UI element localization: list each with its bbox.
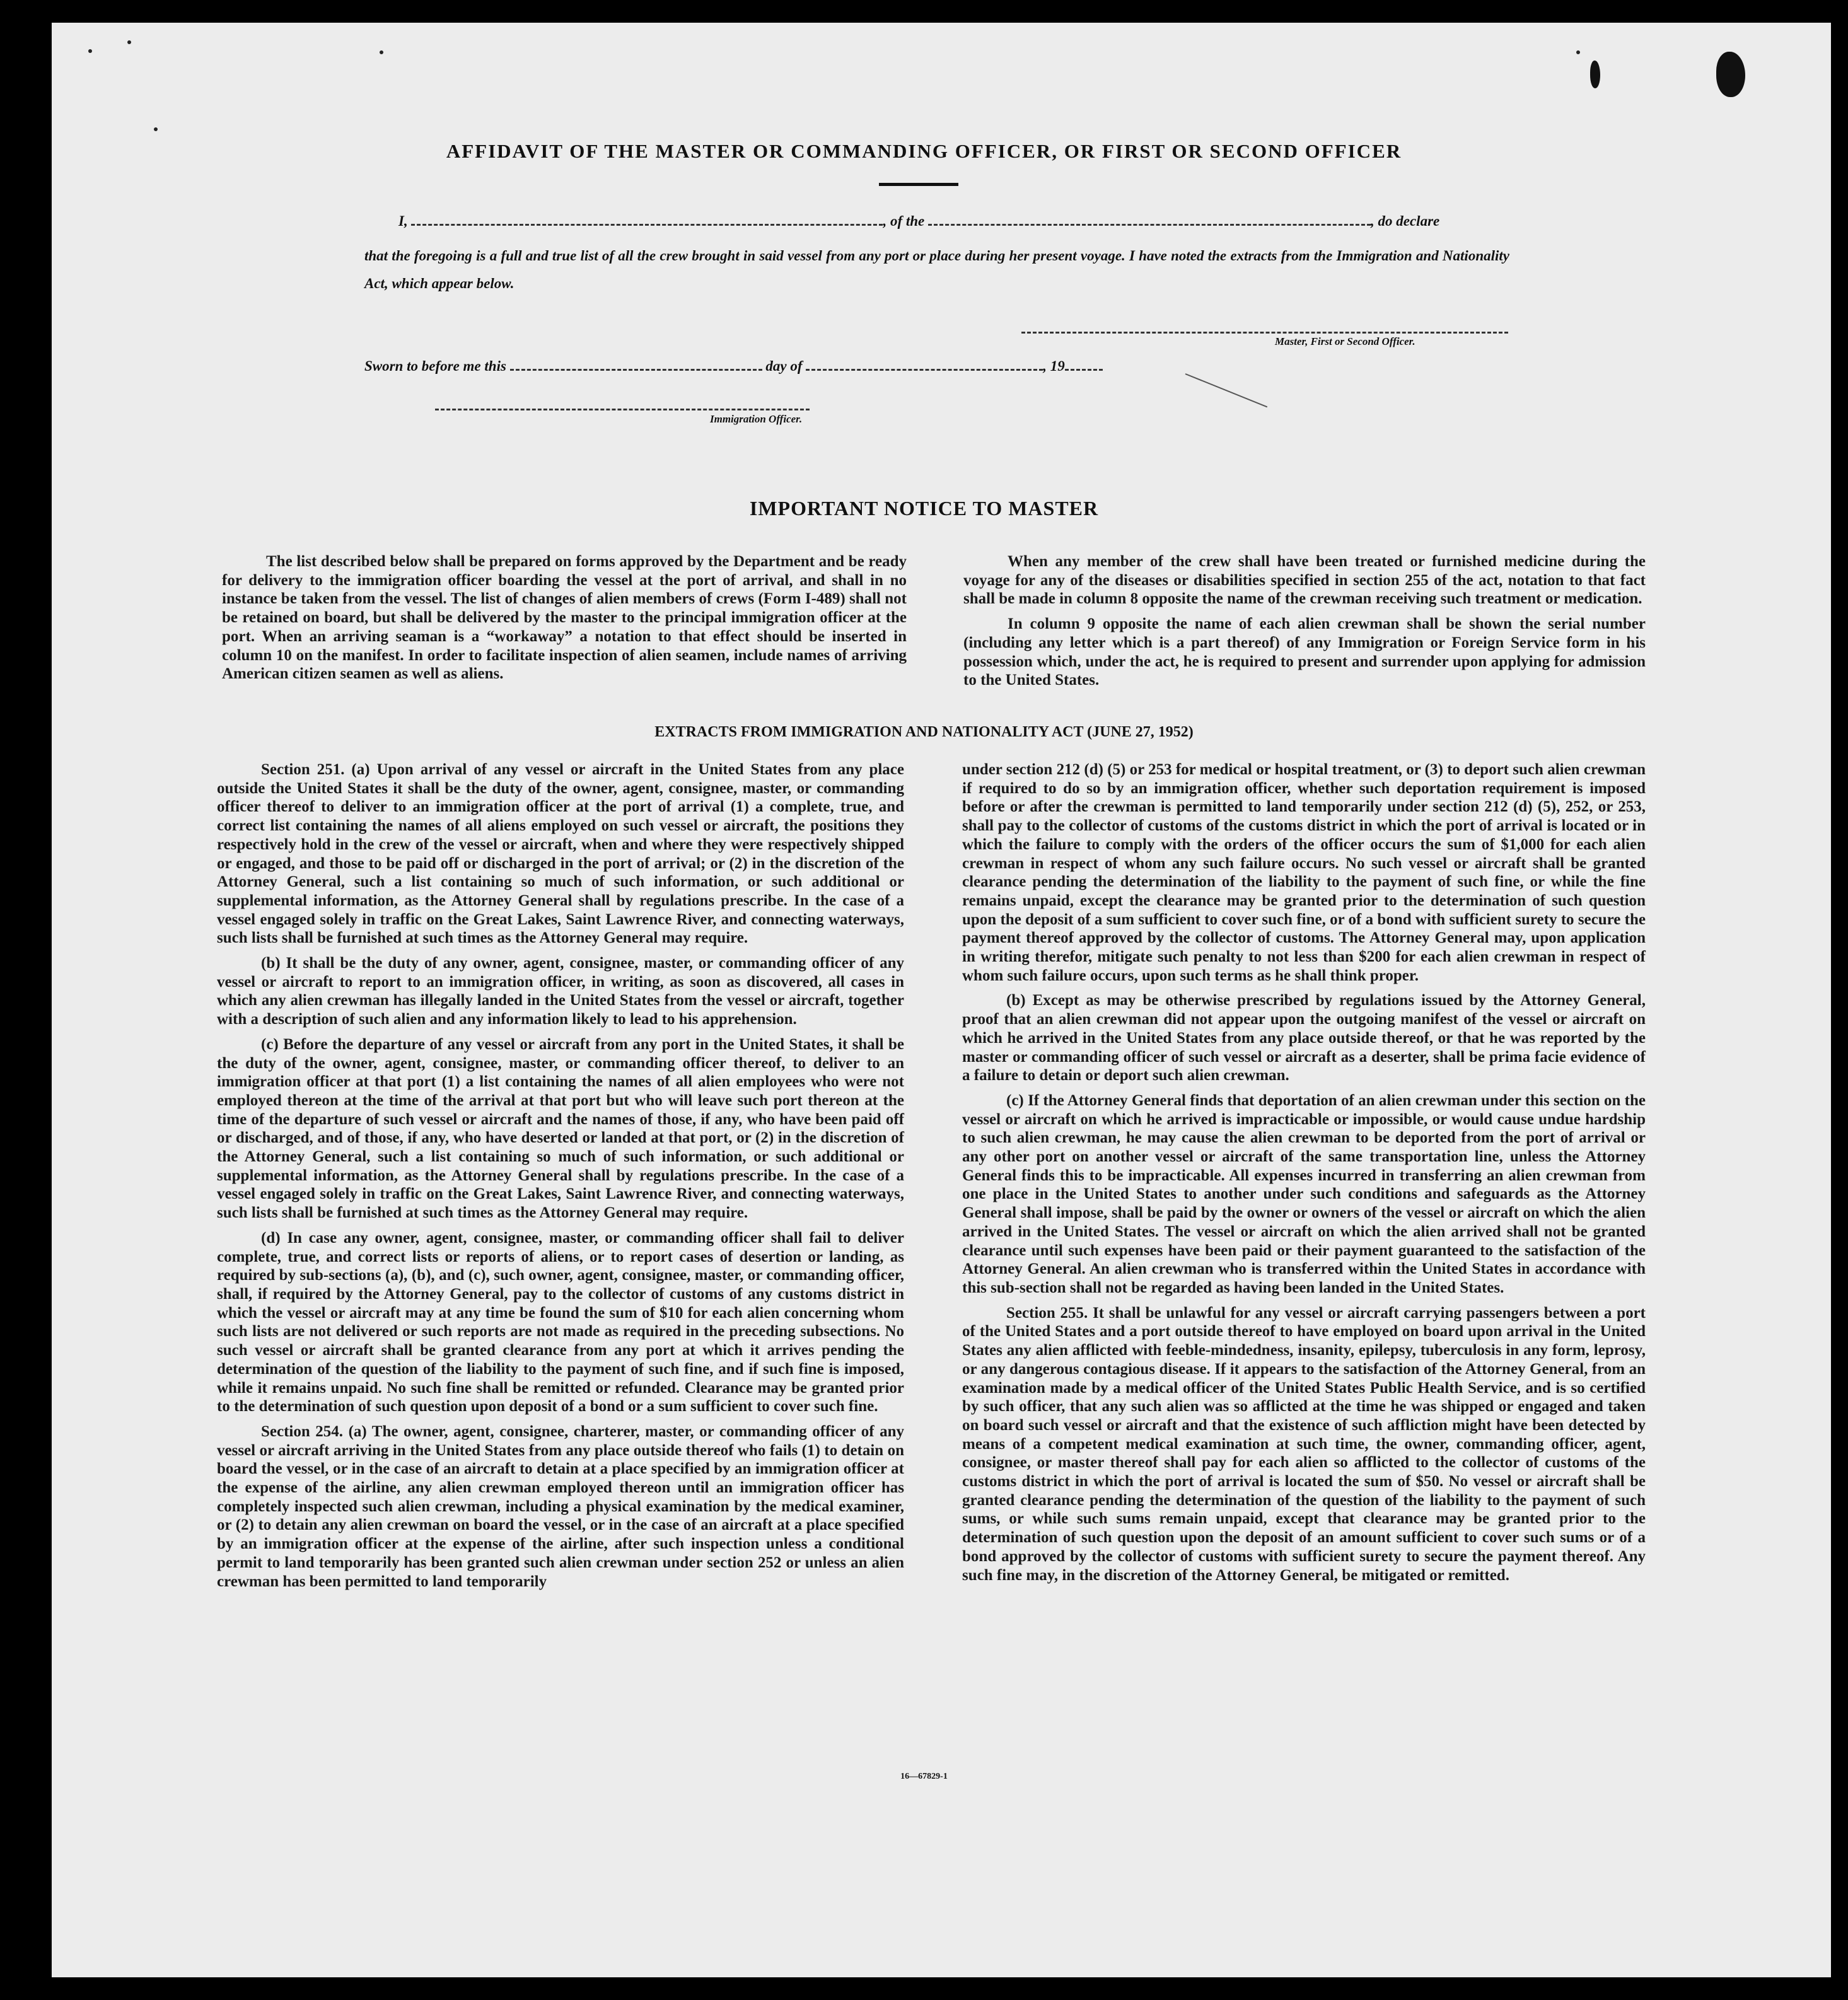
notice-right-column bbox=[963, 552, 1646, 690]
scan-speck bbox=[1576, 50, 1580, 54]
year-label: , 19 bbox=[1043, 358, 1065, 374]
i-label: I, bbox=[398, 213, 408, 229]
notice-paragraph: In column 9 opposite the name of each alien crewman shall be shown the serial number (including any letter which is a part thereof) of any Immigration or Foreign Service form in his possession which, under the act, he is required to present and surrender upon applying for admission to the United States. bbox=[963, 615, 1646, 689]
ink-blot-mark bbox=[1716, 52, 1745, 97]
immigration-officer-label: Immigration Officer. bbox=[710, 413, 803, 425]
declaration-text: that the foregoing is a full and true list of all the crew brought in said vessel from any port or place during her present voyage. I have noted the extracts from the Immigration and Nationality Act, which appear below. bbox=[364, 248, 1509, 291]
act-paragraph: Section 254. (a) The owner, agent, consignee, charterer, master, or commanding officer of any vessel or aircraft arriving in the United States from any place outside thereof who fails (1) to detain on board the vessel, or in the case of an aircraft to detain at a place specified by an immigration officer at the expense of the airline, any alien crewman employed thereon until an immigration officer has completely inspected such alien crewman, including a physical examination by the medical examiner, or (2) to detain any alien crewman on board the vessel, or in the case of an aircraft at a place specified by an immigration officer at the expense of the airline, after such inspection unless a conditional permit to land temporarily has been granted such alien crewman under section 252 or unless an alien crewman has been permitted to land temporarily bbox=[217, 1422, 904, 1590]
form-number: 16—67829-1 bbox=[900, 1772, 948, 1781]
extracts-title: EXTRACTS FROM IMMIGRATION AND NATIONALITY ACT (JUNE 27, 1952) bbox=[654, 724, 1194, 740]
notice-title: IMPORTANT NOTICE TO MASTER bbox=[749, 497, 1099, 520]
do-declare-label: , do declare bbox=[1371, 213, 1440, 229]
sworn-day-blank[interactable] bbox=[510, 364, 762, 371]
act-paragraph: (c) Before the departure of any vessel or aircraft from any port in the United States, it shall be the duty of the owner, agent, consignee, master, or commanding officer thereof, to deliver to an immigration officer at that port (1) a list containing the names of all alien employees who were not employed thereon at the time of the arrival at that port but who will leave such port thereon at the time of the departure of such vessel or aircraft and the names of those, if any, who have been paid off or discharged, and of those, if any, who have deserted or landed at that port, or (2) in the discretion of the Attorney General, such a list containing so much of such information, or such additional or supplemental information, as the Attorney General shall by regulations prescribe. In the case of a vessel engaged solely in traffic on the Great Lakes, Saint Lawrence River, and connecting waterways, such lists shall be furnished at such times as the Attorney General may require. bbox=[217, 1035, 904, 1222]
ink-blot-mark bbox=[1590, 61, 1600, 88]
notice-paragraph: The list described below shall be prepared on forms approved by the Department and be ready for delivery to the immigration officer boarding the vessel at the port of arrival, and shall in no instance be taken from the vessel. The list of changes of alien members of crews (Form I-489) shall not be retained on board, but shall be delivered by the master to the principal immigration officer at the port. When an arriving seaman is a “workaway” a notation to that effect should be inserted in column 10 on the manifest. In order to facilitate inspection of alien seamen, include names of arriving American citizen seamen as well as aliens. bbox=[222, 553, 907, 683]
act-paragraph: Section 255. It shall be unlawful for any vessel or aircraft carrying passengers between a port of the United States and a port outside thereof to have employed on board upon arrival in the United States any alien afflicted with feeble-mindedness, insanity, epilepsy, tuberculosis in any form, leprosy, or any dangerous contagious disease. If it appears to the satisfaction of the Attorney General, from an examination made by a medical officer of the United States Public Health Service, and is so certified by such officer, that any such alien was so afflicted at the time he was shipped or engaged and taken on board such vessel or aircraft and that the existence of such affliction might have been detected by means of a competent medical examination at such time, the owner, commanding officer, agent, consignee, or master thereof shall pay for each alien so afflicted to the collector of customs of the customs district in which the port of arrival is located the sum of $50. No vessel or aircraft shall be granted clearance pending the determination of the question of the liability to the payment of such sums, or while such sums remain unpaid, except that clearance may be granted prior to the determination of such question upon the deposit of an amount sufficient to cover such sums or of a bond approved by the collector of customs with sufficient surety to secure the payment thereof. Any such fine may, in the discretion of the Attorney General, be mitigated or remitted. bbox=[962, 1304, 1646, 1584]
extracts-right-column bbox=[962, 760, 1646, 1584]
day-of-label: day of bbox=[765, 358, 803, 374]
scan-speck bbox=[88, 49, 92, 53]
master-signature-label: Master, First or Second Officer. bbox=[1275, 335, 1415, 347]
scan-speck bbox=[154, 127, 158, 131]
sworn-line bbox=[364, 358, 1103, 375]
sworn-label: Sworn to before me this bbox=[364, 358, 506, 374]
act-paragraph: under section 212 (d) (5) or 253 for medical or hospital treatment, or (3) to deport such alien crewman if required to do so by an immigration officer, whether such deportation requirement is imposed before or after the crewman is permitted to land temporarily under section 212 (d) (5), 252, or 253, shall pay to the collector of customs of the customs district in which the port of arrival is located or in which the failure to comply with the orders of the officer occurs the sum of $1,000 for each alien crewman in respect of whom any such failure occurs. No such vessel or aircraft shall be granted clearance pending the determination of the liability to the payment of such fine, or while the fine remains unpaid, except the clearance may be granted prior to the determination of such question upon the deposit of a sum sufficient to cover such fine, or of a bond with sufficient surety to secure the payment thereof approved by the collector of customs. The Attorney General may, upon application in writing therefor, mitigate such penalty to not less than $200 for each alien crewman in respect of whom such failure occurs, upon such terms as he shall think proper. bbox=[962, 761, 1646, 984]
master-signature-line[interactable] bbox=[1021, 332, 1508, 334]
affidavit-title: AFFIDAVIT OF THE MASTER OR COMMANDING OFFICER, OR FIRST OR SECOND OFFICER bbox=[446, 140, 1402, 162]
title-rule bbox=[879, 183, 958, 186]
immigration-officer-signature-line[interactable] bbox=[435, 409, 810, 410]
sworn-month-blank[interactable] bbox=[806, 364, 1043, 371]
sworn-year-blank[interactable] bbox=[1065, 364, 1103, 371]
notice-paragraph: When any member of the crew shall have been treated or furnished medicine during the voyage for any of the diseases or disabilities specified in section 255 of the act, notation to that fact shall be made in column 8 opposite the name of the crewman receiving such treatment or medication. bbox=[963, 553, 1646, 608]
act-paragraph: (b) Except as may be otherwise prescribed by regulations issued by the Attorney General, proof that an alien crewman did not appear upon the outgoing manifest of the vessel or aircraft on which he arrived in the United States from any place outside thereof, or that he was reported by the master or commanding officer of such vessel or aircraft as a deserter, shall be prima facie evidence of a failure to detain or deport such alien crewman. bbox=[962, 992, 1646, 1084]
scan-speck bbox=[380, 50, 383, 54]
act-paragraph: (b) It shall be the duty of any owner, agent, consignee, master, or commanding officer of any vessel or aircraft to report to an immigration officer, in writing, as soon as discovered, all cases in which any alien crewman has illegally landed in the United States from the vessel or aircraft, together with a description of such alien and any information likely to lead to his apprehension. bbox=[217, 955, 904, 1028]
name-blank[interactable] bbox=[411, 219, 883, 226]
act-paragraph: (c) If the Attorney General finds that deportation of an alien crewman under this section on the vessel or aircraft on which he arrived is impracticable or impossible, or would cause undue hardship to such alien crewman, he may cause the alien crewman to be deported from the port of arrival or any other port on another vessel or aircraft of the same transportation line, unless the Attorney General finds this to be impracticable. All expenses incurred in transferring an alien crewman from one place in the United States to another under such conditions and safeguards as the Attorney General shall impose, shall be paid by the owner or owners of the vessel or aircraft on which the alien arrived in the United States. The vessel or aircraft on which the alien arrived shall not be granted clearance until such expenses have been paid or their payment guaranteed to the satisfaction of the Attorney General. An alien crewman who is transferred within the United States in accordance with this sub-section shall not be regarded as having been landed in the United States. bbox=[962, 1091, 1646, 1296]
extracts-left-column bbox=[217, 760, 904, 1591]
notice-left-column bbox=[222, 552, 907, 683]
vessel-blank[interactable] bbox=[928, 219, 1371, 226]
of-the-label: , of the bbox=[883, 213, 925, 229]
act-paragraph: Section 251. (a) Upon arrival of any vessel or aircraft in the United States from any place outside the United States it shall be the duty of the owner, agent, consignee, master, or commanding officer thereof to deliver to an immigration officer at the port of arrival (1) a complete, true, and correct list containing the names of all aliens employed on such vessel or aircraft, the positions they respectively hold in the crew of the vessel or aircraft, when and where they were respectively shipped or engaged, and those to be paid off or discharged in the port of arrival; or (2) in the discretion of the Attorney General, such a list containing so much of such information, or such additional or supplemental information, as the Attorney General shall by regulations prescribe. In the case of a vessel engaged solely in traffic on the Great Lakes, Saint Lawrence River, and connecting waterways, such lists shall be furnished at such times as the Attorney General may require. bbox=[217, 761, 904, 947]
declaration-line bbox=[398, 213, 1439, 230]
scan-speck bbox=[127, 40, 131, 44]
act-paragraph: (d) In case any owner, agent, consignee, master, or commanding officer shall fail to deliver complete, true, and correct lists or reports of aliens, or to report cases of desertion or landing, as required by sub-sections (a), (b), and (c), such owner, agent, consignee, master, or commanding officer, shall, if required by the Attorney General, pay to the collector of customs of any customs district in which the vessel or aircraft may at any time be found the sum of $10 for each alien concerning whom such lists are not delivered or such reports are not made as required in the preceding subsections. No such vessel or aircraft shall be granted clearance from any port at which it arrives pending the determination of the question of the liability to the payment of such fine, and if such fine is imposed, while it remains unpaid. No such fine shall be remitted or refunded. Clearance may be granted prior to the determination of such question upon deposit of a bond or a sum sufficient to cover such fine. bbox=[217, 1229, 904, 1416]
